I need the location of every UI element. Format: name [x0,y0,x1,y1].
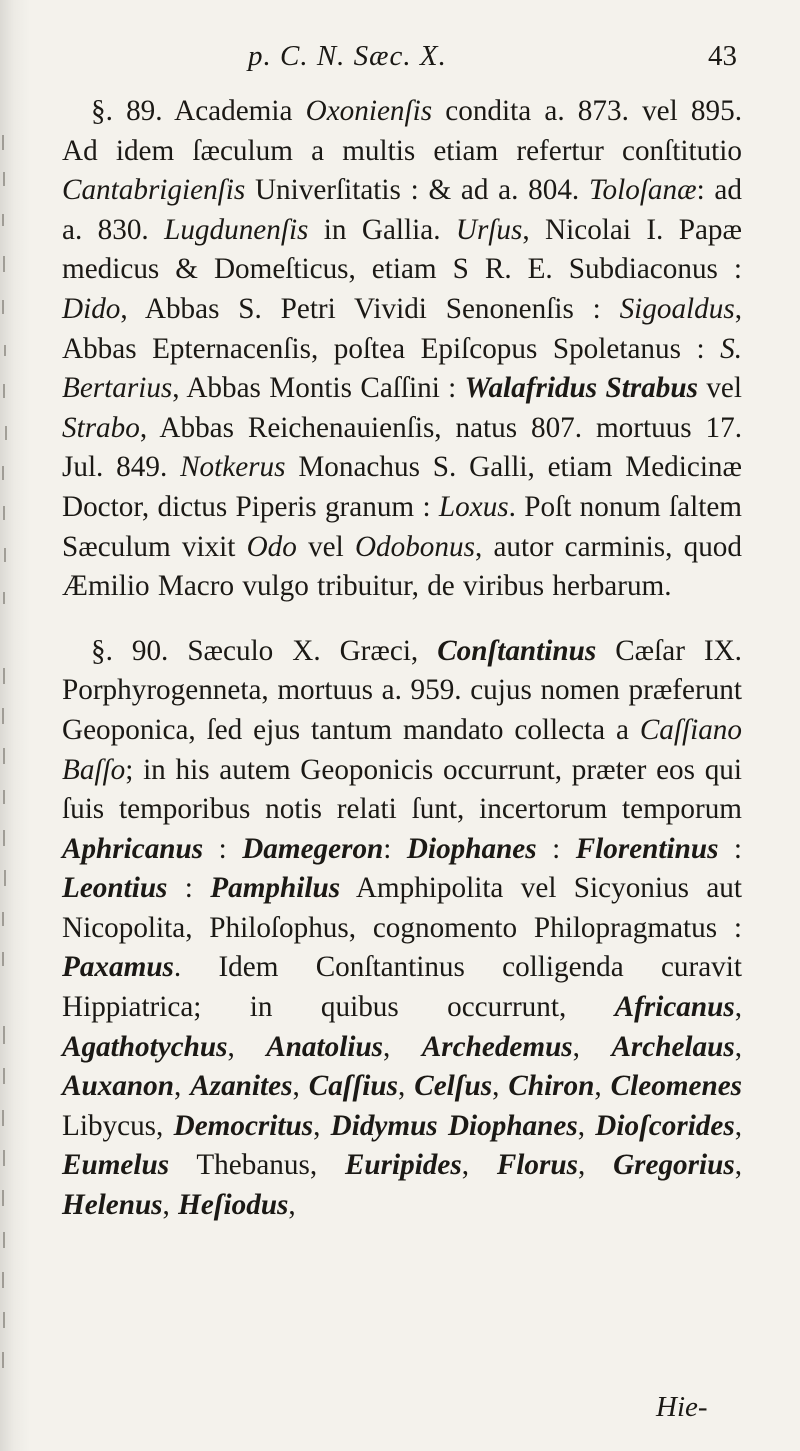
author-name: Africanus [614,991,735,1024]
text-run: Monachus S. Galli, etiam Medicinæ Doctor, dictus Piperis granum : [62,451,742,523]
text-run: ; in his autem Geoponicis occurrunt, præter eos qui ſuis temporibus notis relati ſunt, incertorum temporum [62,753,742,826]
author-name: Conſtantinus [437,634,597,667]
author-name: Euripides [344,1149,462,1182]
author-name: Democritus [173,1109,314,1142]
author-name: Cleomenes [610,1070,743,1103]
text-run: , Abbas Epternacenſis, poſtea Epiſcopus Spoletanus : [62,292,742,365]
text-run: , [227,1030,267,1063]
catchword: Hie- [656,1391,708,1423]
text-run: Libycus, [62,1109,174,1142]
text-run: Univerſitatis : & ad a. 804. [245,174,589,207]
text-run: , [397,1070,415,1103]
author-name: Agathotychus [62,1030,228,1063]
italic-name: Cantabrigienſis [62,174,246,207]
italic-name: Odo [246,530,297,563]
text-run: . Poſt nonum ſaltem Sæculum vixit [62,490,742,563]
author-name: Diophanes [406,832,537,865]
text-run: §. 90. Sæculo X. Græci, [91,634,438,667]
body-text [62,92,742,1226]
italic-name: Notkerus [180,451,286,484]
text-run: , [577,1109,596,1142]
author-name: Florentinus [575,832,719,865]
gutter-shadow-marks [0,0,20,1451]
text-run: Cæſar IX. Porphyrogenneta, mortuus a. 959. cujus nomen præferunt Geoponica, ſed ejus tantum mandato collecta a [62,634,742,746]
author-name: Damegeron [242,832,384,865]
text-run: , [492,1070,509,1103]
author-name: Florus [496,1149,578,1182]
italic-name: Sigoaldus [619,292,735,325]
text-run: condita a. 873. vel 895. Ad idem ſæculum a multis etiam refertur conſtitutio [62,95,742,167]
author-name: Didymus [330,1109,438,1142]
text-run: , [288,1189,296,1222]
text-run: : [718,832,743,865]
italic-name: S. Bertarius [62,332,742,405]
author-name: Archedemus [421,1030,573,1063]
running-head [0,40,800,80]
text-run: , Nicolai I. Papæ medicus & Domeſticus, etiam S R. E. Subdiaconus : [62,213,742,286]
italic-name: Caſſiano Baſſo [62,713,742,786]
text-run: : [536,832,576,865]
text-run: vel [296,530,355,563]
paragraph-section-90 [62,632,742,1226]
paragraph-section-89 [62,92,742,607]
text-run: , [734,1109,743,1142]
text-run: in Gallia. [308,213,456,246]
italic-name: Odobonus [354,530,475,563]
text-run: §. 89. Academia [91,95,306,127]
author-name: Archelaus [611,1030,735,1063]
italic-name: Dido [62,292,121,325]
text-run: : [203,832,243,865]
text-run: Amphipolita vel Sicyonius aut Nicopolita, Philoſophus, cognomento Philopragmatus : [62,872,742,944]
author-name: Aphricanus [62,832,204,865]
author-name: Leontius [62,872,168,905]
author-name: Walafridus Strabus [464,372,698,405]
text-run: , Abbas S. Petri Vividi Senonenſis : [120,292,620,325]
text-run: , [383,1030,422,1063]
text-run: , Abbas Montis Caſſini : [172,372,465,405]
text-run: Thebanus, [169,1149,345,1182]
italic-name: Strabo [62,411,140,444]
italic-name: Loxus [438,490,509,523]
text-run: , [577,1149,614,1182]
author-name: Pamphilus [210,872,341,905]
text-run: , [734,1149,742,1182]
author-name: Caſſius [308,1070,398,1103]
text-run: . Idem Conſtantinus colligenda curavit Hippiatrica; in quibus occurrunt, [62,951,742,1024]
page-number: 43 [708,40,737,72]
author-name: Celſus [414,1070,493,1103]
author-name: Anatolius [266,1030,384,1063]
text-run: vel [697,372,742,405]
text-run: , [313,1109,331,1142]
author-name: Auxanon [62,1070,174,1103]
italic-name: Urſus [455,213,523,246]
author-name: Helenus [62,1189,163,1222]
text-run: , [173,1070,191,1103]
author-name: Gregorius [613,1149,735,1182]
text-run: : ad a. 830. [62,174,742,246]
author-name: Dioſcorides [595,1109,735,1142]
italic-name: Lugdunenſis [164,213,309,246]
text-run: , [461,1149,497,1182]
text-run: : [383,832,407,865]
text-run: , [162,1189,179,1222]
running-head-title: p. C. N. Sæc. X. [248,40,447,72]
text-run: , [572,1030,612,1063]
author-name: Diophanes [447,1109,578,1142]
italic-name: Toloſanæ [588,174,697,207]
author-name: Paxamus [62,951,174,984]
author-name: Heſiodus [178,1189,289,1222]
author-name: Azanites [190,1070,293,1103]
text-run: , autor carminis, quod Æmilio Macro vulgo tribuitur, de viribus herbarum. [62,530,742,603]
text-run: , [292,1070,309,1103]
text-run: , [594,1070,611,1103]
text-run: : [167,872,211,905]
text-run: , [734,1030,743,1063]
text-run: , Abbas Reichenauienſis, natus 807. mortuus 17. Jul. 849. [62,411,742,484]
author-name: Chiron [508,1070,595,1103]
italic-name: Oxonienſis [305,95,433,127]
text-run: , [734,991,742,1024]
author-name: Eumelus [62,1149,170,1182]
text-run [438,1110,448,1142]
